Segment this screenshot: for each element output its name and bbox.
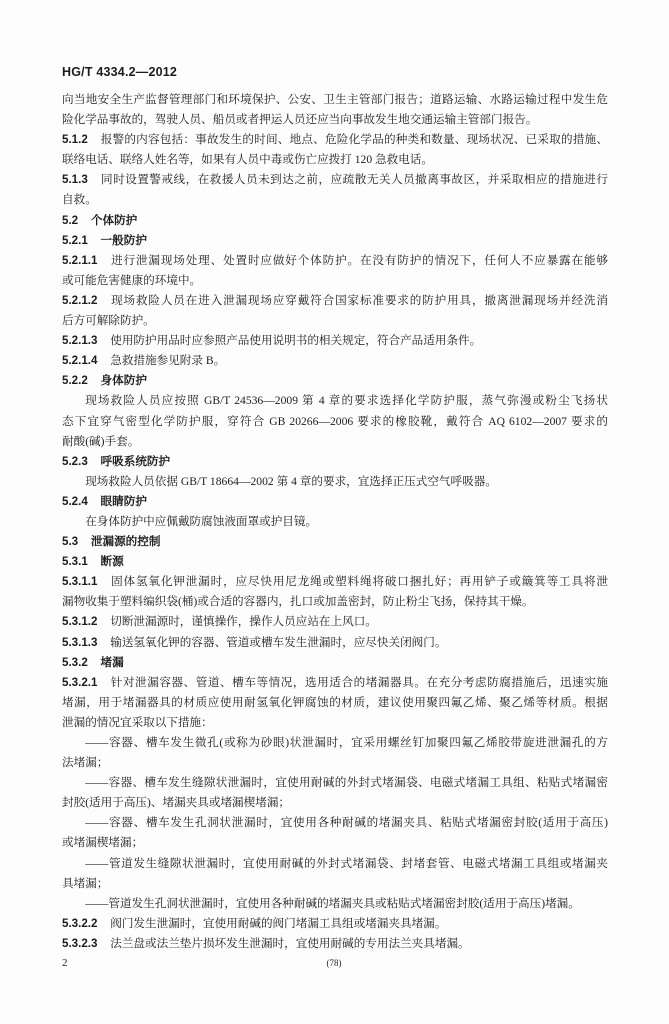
text-line (62, 110, 608, 130)
clause (62, 331, 608, 351)
list-item (62, 854, 608, 894)
line-text: 泄漏的情况宜采取以下措施： (62, 715, 213, 729)
line-text: 封胶(适用于高压)、堵漏夹具或堵漏楔堵漏； (62, 796, 291, 810)
line-text: 阀门发生泄漏时，宜使用耐碱的阀门堵漏工具组或堵漏夹具堵漏。 (110, 916, 447, 930)
heading-line (62, 452, 608, 472)
heading-line (62, 552, 608, 572)
clause (62, 673, 608, 733)
line-text: 法堵漏； (62, 756, 109, 770)
clause (62, 251, 608, 291)
text-line (62, 854, 608, 874)
sheet-number: (78) (326, 958, 342, 968)
heading-line (62, 532, 608, 552)
line-text: 输送氢氧化钾的容器、管道或槽车发生泄漏时，应尽快关闭阀门。 (110, 635, 447, 649)
text-line (62, 391, 608, 411)
section-number: 5.3.2 (62, 655, 88, 669)
clause-number: 5.3.2.2 (62, 916, 98, 930)
clause-number: 5.3.2.1 (62, 675, 98, 689)
text-line (62, 412, 608, 432)
clause (62, 612, 608, 632)
line-text: 法兰盘或法兰垫片损坏发生泄漏时，宜使用耐碱的专用法兰夹具堵漏。 (110, 936, 470, 950)
clause-number: 5.3.1.1 (62, 575, 98, 589)
text-line (62, 472, 608, 492)
clause-number: 5.3.1.2 (62, 615, 98, 629)
clause-number: 5.3.2.3 (62, 936, 98, 950)
text-line (62, 934, 608, 954)
line-text: 进行泄漏现场处理、处置时应做好个体防护。在没有防护的情况下，任何人不应暴露在能够 (110, 253, 608, 267)
line-text: 后方可解除防护。 (62, 314, 155, 328)
clause (62, 633, 608, 653)
clause (62, 914, 608, 934)
paragraph (62, 391, 608, 451)
line-text: 在身体防护中应佩戴防腐蚀液面罩或护目镜。 (85, 514, 318, 528)
section-heading (62, 371, 608, 391)
section-heading (62, 532, 608, 552)
text-line (62, 572, 608, 592)
text-line (62, 271, 608, 291)
clause-number: 5.2.1.4 (62, 354, 98, 368)
line-text: 使用防护用品时应参照产品使用说明书的相关规定，符合产品适用条件。 (110, 334, 482, 348)
heading-line (62, 231, 608, 251)
text-line (62, 693, 608, 713)
section-heading (62, 452, 608, 472)
heading-line (62, 492, 608, 512)
document-body (62, 90, 608, 954)
line-text: 同时设置警戒线，在救援人员未到达之前，应疏散无关人员撤离事故区，并采取相应的措施进行 (100, 173, 608, 187)
line-text: 或堵漏楔堵漏； (62, 836, 144, 850)
clause (62, 934, 608, 954)
text-line (62, 773, 608, 793)
list-item (62, 733, 608, 773)
line-text: ——管道发生孔洞状泄漏时，宜使用各种耐碱的堵漏夹具或粘贴式堵漏密封胶(适用于高压)堵漏。 (85, 896, 580, 910)
line-text: ——容器、槽车发生孔洞状泄漏时，宜使用各种耐碱的堵漏夹具、粘贴式堵漏密封胶(适用于高压) (85, 816, 608, 830)
clause (62, 130, 608, 170)
line-text: ——管道发生缝隙状泄漏时，宜使用耐碱的外封式堵漏袋、封堵套管、电磁式堵漏工具组或堵漏夹 (85, 856, 608, 870)
section-number: 5.2.3 (62, 454, 88, 468)
section-title: 断源 (100, 555, 124, 569)
text-line (62, 351, 608, 371)
section-heading (62, 231, 608, 251)
line-text: 具堵漏； (62, 876, 109, 890)
paragraph (62, 472, 608, 492)
text-line (62, 874, 608, 894)
text-line (62, 291, 608, 311)
line-text: 耐酸(碱)手套。 (62, 434, 140, 448)
text-line (62, 432, 608, 452)
line-text: 自救。 (62, 193, 97, 207)
text-line (62, 170, 608, 190)
text-line (62, 914, 608, 934)
clause-number: 5.2.1.3 (62, 334, 98, 348)
line-text: 切断泄漏源时，谨慎操作，操作人员应站在上风口。 (110, 615, 377, 629)
list-item (62, 813, 608, 853)
section-number: 5.2.1 (62, 233, 88, 247)
text-line (62, 331, 608, 351)
list-item (62, 894, 608, 914)
text-line (62, 612, 608, 632)
section-number: 5.2.4 (62, 494, 88, 508)
clause-number: 5.1.2 (62, 133, 88, 147)
paragraph (62, 512, 608, 532)
section-title: 个体防护 (90, 213, 138, 227)
section-number: 5.2.2 (62, 374, 88, 388)
text-line (62, 190, 608, 210)
clause (62, 572, 608, 612)
clause (62, 170, 608, 210)
heading-line (62, 211, 608, 231)
text-line (62, 673, 608, 693)
section-heading (62, 552, 608, 572)
section-title: 呼吸系统防护 (100, 454, 171, 468)
text-line (62, 512, 608, 532)
heading-line (62, 371, 608, 391)
clause (62, 351, 608, 371)
section-title: 眼睛防护 (100, 494, 147, 508)
clause-number: 5.1.3 (62, 173, 88, 187)
text-line (62, 90, 608, 110)
line-text: 现场救险人员依据 GB/T 18664—2002 第 4 章的要求，宜选择正压式空气呼吸器。 (85, 474, 497, 488)
line-text: 漏物收集于塑料编织袋(桶)或合适的容器内，扎口或加盖密封，防止粉尘飞扬，保持其干燥。 (62, 595, 534, 609)
text-line (62, 251, 608, 271)
text-line (62, 130, 608, 150)
clause (62, 291, 608, 331)
text-line (62, 753, 608, 773)
section-heading (62, 492, 608, 512)
text-line (62, 894, 608, 914)
line-text: 固体氢氧化钾泄漏时，应尽快用尼龙绳或塑料绳将破口捆扎好；再用铲子或簸箕等工具将泄 (110, 575, 608, 589)
line-text: 或可能危害健康的环境中。 (62, 273, 202, 287)
clause-number: 5.2.1.1 (62, 253, 98, 267)
document-code: HG/T 4334.2—2012 (62, 65, 178, 79)
text-line (62, 793, 608, 813)
line-text: 联络电话、联络人姓名等，如果有人员中毒或伤亡应拨打 120 急救电话。 (62, 153, 434, 167)
text-line (62, 813, 608, 833)
section-title: 身体防护 (100, 374, 147, 388)
section-title: 一般防护 (100, 233, 147, 247)
line-text: 现场救险人员在进入泄漏现场应穿戴符合国家标准要求的防护用具，撤离泄漏现场并经洗消 (110, 293, 608, 307)
text-line (62, 833, 608, 853)
line-text: 急救措施参见附录 B。 (110, 354, 226, 368)
section-title: 泄漏源的控制 (90, 535, 161, 549)
text-line (62, 733, 608, 753)
line-text: ——容器、槽车发生微孔(或称为砂眼)状泄漏时，宜采用螺丝钉加聚四氟乙烯胶带旋进泄漏孔的方 (85, 736, 608, 749)
line-text: 针对泄漏容器、管道、槽车等情况，选用适合的堵漏器具。在充分考虑防腐措施后，迅速实施 (110, 675, 608, 689)
paragraph (62, 90, 608, 130)
clause-number: 5.3.1.3 (62, 635, 98, 649)
text-line (62, 713, 608, 733)
section-number: 5.2 (62, 213, 79, 227)
line-text: 报警的内容包括：事故发生的时间、地点、危险化学品的种类和数量、现场状况、已采取的措施、 (100, 133, 608, 147)
page-number: 2 (62, 957, 68, 969)
text-line (62, 150, 608, 170)
line-text: 险化学品事故的，驾驶人员、船员或者押运人员还应当向事故发生地交通运输主管部门报告。 (62, 113, 538, 127)
line-text: 现场救险人员应按照 GB/T 24536—2009 第 4 章的要求选择化学防护服，蒸气弥漫或粉尘飞扬状 (85, 394, 608, 408)
line-text: ——容器、槽车发生缝隙状泄漏时，宜使用耐碱的外封式堵漏袋、电磁式堵漏工具组、粘贴式堵漏密 (85, 776, 608, 790)
line-text: 向当地安全生产监督管理部门和环境保护、公安、卫生主管部门报告；道路运输、水路运输过程中发生危 (62, 93, 608, 106)
line-text: 堵漏，用于堵漏器具的材质应使用耐氢氧化钾腐蚀的材质，建议使用聚四氟乙烯、聚乙烯等材质。根据 (62, 695, 608, 709)
section-number: 5.3 (62, 535, 79, 549)
list-item (62, 773, 608, 813)
text-line (62, 592, 608, 612)
section-heading (62, 653, 608, 673)
text-line (62, 311, 608, 331)
clause-number: 5.2.1.2 (62, 293, 98, 307)
section-heading (62, 211, 608, 231)
line-text: 态下宜穿气密型化学防护服，穿符合 GB 20266—2006 要求的橡胶靴，戴符合 AQ 6102—2007 要求的 (62, 414, 608, 428)
heading-line (62, 653, 608, 673)
section-number: 5.3.1 (62, 555, 88, 569)
section-title: 堵漏 (100, 655, 124, 669)
text-line (62, 633, 608, 653)
